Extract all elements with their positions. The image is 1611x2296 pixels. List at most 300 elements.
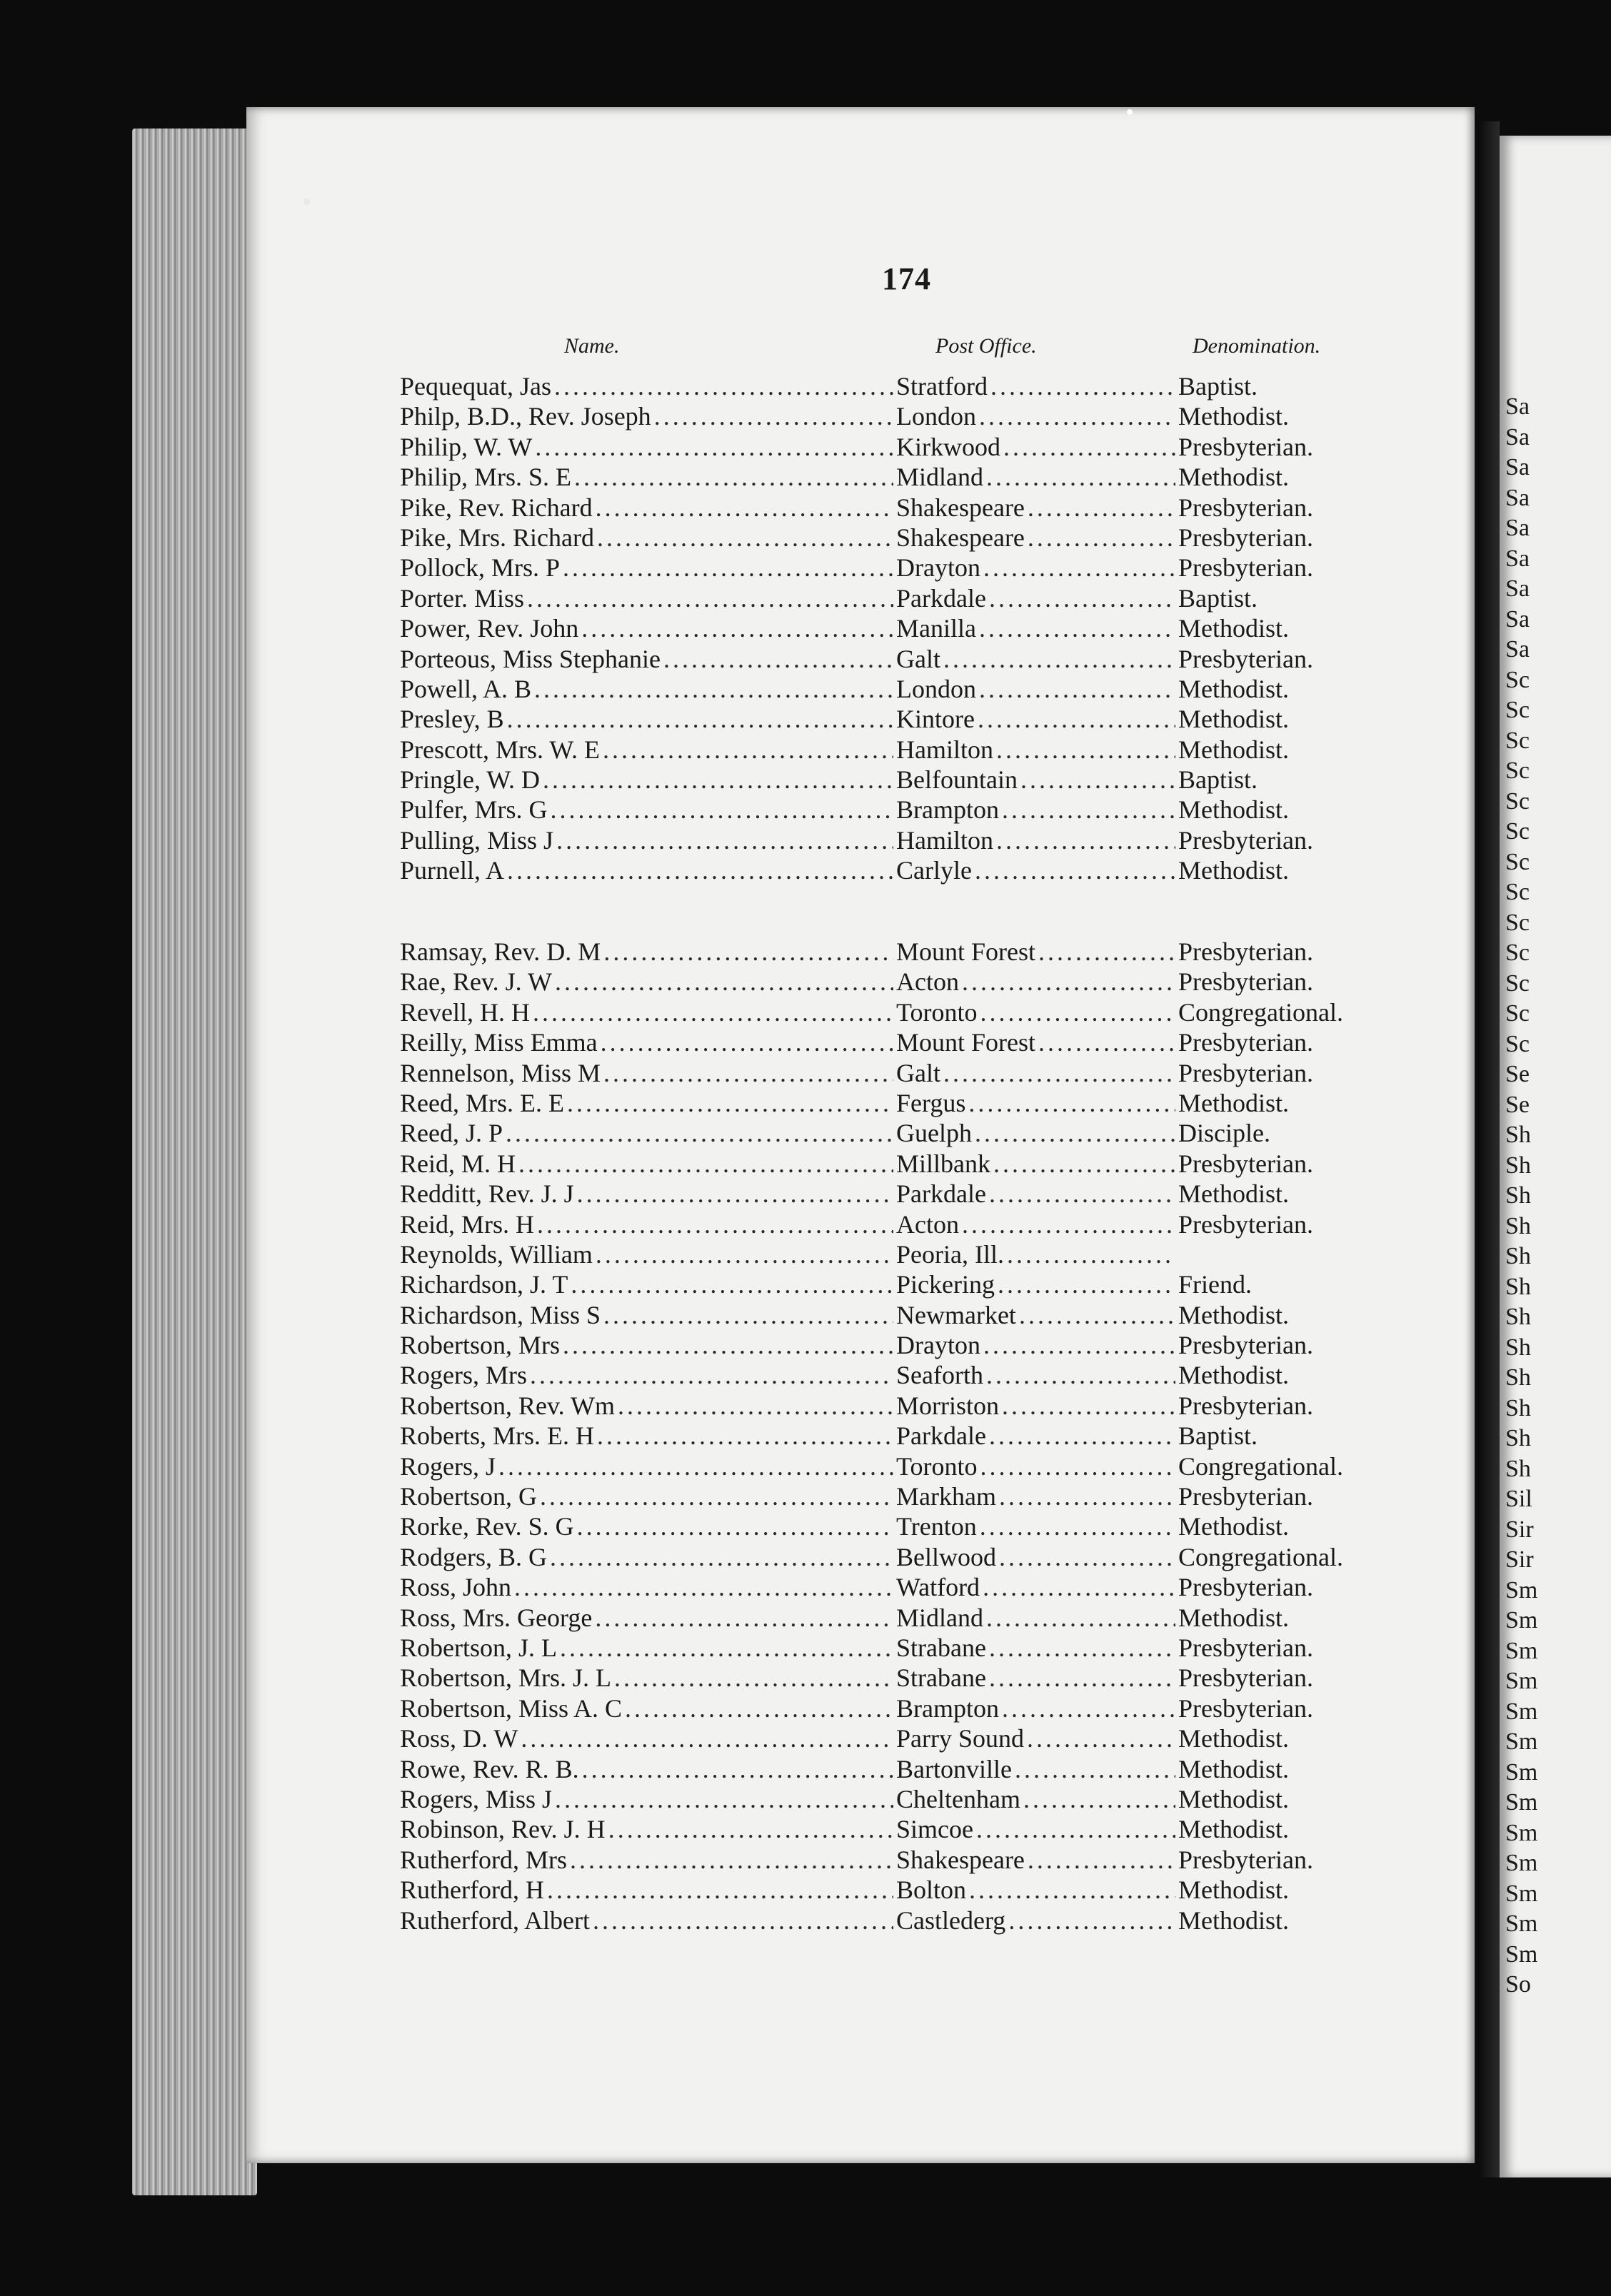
directory-entry (400, 462, 1385, 492)
entry-post-office: Morriston (896, 1391, 999, 1420)
directory-entry (400, 1360, 1385, 1390)
directory-entry (400, 523, 1385, 553)
dot-leader (969, 1875, 1175, 1905)
entry-denomination: Presbyterian. (1178, 1482, 1313, 1511)
directory-entry (400, 1088, 1385, 1118)
entry-post-office: Guelph (896, 1119, 972, 1148)
entry-denomination: Presbyterian. (1178, 1573, 1313, 1602)
entry-post-office: Newmarket (896, 1300, 1016, 1329)
dot-leader (603, 1058, 893, 1088)
dot-leader (1003, 432, 1175, 462)
print-speck (1127, 109, 1133, 115)
dot-leader (998, 1269, 1175, 1299)
post-office-cell (896, 1300, 1178, 1330)
entry-post-office: Parkdale (896, 1179, 986, 1209)
entry-post-office: Midland (896, 463, 983, 492)
entry-denomination: Methodist. (1178, 856, 1290, 885)
dot-leader (571, 1269, 893, 1299)
entry-name: Rogers, Mrs (400, 1361, 527, 1390)
dot-leader (663, 644, 893, 674)
entry-denomination: Presbyterian. (1178, 553, 1313, 583)
post-office-cell (896, 997, 1178, 1027)
entry-denomination: Presbyterian. (1178, 493, 1313, 522)
dot-leader (597, 523, 893, 553)
entry-name: Pequequat, Jas (400, 372, 551, 401)
entry-name: Philp, B.D., Rev. Joseph (400, 402, 651, 431)
entry-post-office: Parkdale (896, 583, 986, 613)
entry-post-office: Shakespeare (896, 523, 1025, 552)
entry-name: Rutherford, H (400, 1875, 544, 1905)
entry-post-office: Galt (896, 1058, 940, 1087)
post-office-cell (896, 1149, 1178, 1179)
entry-denomination: Methodist. (1178, 1905, 1290, 1935)
entry-name: Ross, Mrs. George (400, 1603, 593, 1632)
directory-entry (400, 401, 1385, 431)
entry-post-office: London (896, 674, 976, 703)
dot-leader (577, 1511, 893, 1541)
dot-leader (543, 765, 893, 795)
post-office-cell (896, 432, 1178, 462)
header-denomination: Denomination. (1193, 334, 1321, 358)
dot-leader (533, 997, 893, 1027)
entry-name: Rowe, Rev. R. B. (400, 1754, 579, 1783)
post-office-cell (896, 795, 1178, 825)
facing-page-fragment: Sh (1505, 1304, 1531, 1330)
dot-leader (979, 401, 1175, 431)
print-speck (303, 198, 310, 205)
facing-page-fragment: Sa (1505, 545, 1530, 572)
entry-denomination: Presbyterian. (1178, 1058, 1313, 1087)
facing-page-fragment: Sa (1505, 393, 1530, 420)
directory-entry (400, 1663, 1385, 1693)
directory-entry (400, 825, 1385, 855)
facing-page-fragment: Sa (1505, 636, 1530, 663)
dot-leader (555, 967, 893, 997)
post-office-cell (896, 1542, 1178, 1572)
facing-page-fragment: Sm (1505, 1668, 1538, 1694)
dot-leader (555, 1784, 893, 1814)
post-office-cell (896, 855, 1178, 885)
post-office-cell (896, 523, 1178, 553)
entry-name: Porteous, Miss Stephanie (400, 644, 661, 673)
dot-leader (1038, 937, 1175, 967)
entry-denomination: Presbyterian. (1178, 825, 1313, 855)
dot-leader (563, 1330, 893, 1360)
facing-page-fragment: Sc (1505, 757, 1530, 784)
header-post-office: Post Office. (935, 334, 1037, 358)
entry-name: Rodgers, B. G (400, 1542, 547, 1571)
facing-page-fragment: Sc (1505, 879, 1530, 905)
entry-post-office: Strabane (896, 1663, 986, 1693)
entry-post-office: Toronto (896, 1451, 978, 1481)
entry-name: Reynolds, William (400, 1239, 593, 1269)
dot-leader (1002, 1693, 1175, 1723)
facing-page-fragment: Sm (1505, 1637, 1538, 1664)
dot-leader (567, 1088, 893, 1118)
dot-leader (986, 1360, 1175, 1390)
dot-leader (521, 1723, 893, 1753)
facing-page-fragment: Sh (1505, 1273, 1531, 1300)
post-office-cell (896, 1905, 1178, 1935)
post-office-cell (896, 371, 1178, 401)
dot-leader (551, 795, 893, 825)
dot-leader (554, 371, 893, 401)
entry-name: Philip, Mrs. S. E (400, 463, 572, 492)
book-page-edges (132, 129, 257, 2195)
entry-post-office: Kintore (896, 705, 975, 734)
dot-leader (989, 1179, 1175, 1209)
entry-name: Pike, Mrs. Richard (400, 523, 594, 552)
post-office-cell (896, 735, 1178, 765)
entry-post-office: Acton (896, 967, 959, 997)
page-number: 174 (882, 261, 931, 296)
entry-denomination: Friend. (1178, 1270, 1252, 1299)
dot-leader (986, 1603, 1175, 1633)
facing-page-fragment: Sc (1505, 940, 1530, 966)
dot-leader (983, 1572, 1175, 1602)
facing-page-fragment: Sm (1505, 1940, 1538, 1968)
entry-post-office: Strabane (896, 1633, 986, 1662)
dot-leader (1023, 1784, 1175, 1814)
directory-entry (400, 1058, 1385, 1088)
facing-page-fragment: Sh (1505, 1212, 1531, 1239)
directory-entry (400, 1754, 1385, 1784)
book-gutter (1478, 121, 1500, 2177)
entry-post-office: Peoria, Ill. (896, 1239, 1004, 1269)
post-office-cell (896, 1663, 1178, 1693)
post-office-cell (896, 1391, 1178, 1421)
directory-entry (400, 1875, 1385, 1905)
entry-name: Rennelson, Miss M (400, 1058, 601, 1087)
dot-leader (518, 1149, 893, 1179)
dot-leader (980, 1451, 1175, 1481)
entry-post-office: Pickering (896, 1270, 995, 1299)
dot-leader (574, 462, 893, 492)
entry-denomination: Presbyterian. (1178, 937, 1313, 966)
entry-name: Pike, Rev. Richard (400, 493, 593, 522)
facing-page-fragment: Sh (1505, 1152, 1531, 1179)
post-office-cell (896, 1179, 1178, 1209)
post-office-cell (896, 1451, 1178, 1481)
post-office-cell (896, 704, 1178, 734)
facing-page-fragment: Sir (1505, 1516, 1534, 1543)
directory-entry (400, 613, 1385, 643)
dot-leader (527, 583, 893, 613)
facing-page-fragment: Sm (1505, 1576, 1538, 1603)
dot-leader (534, 674, 893, 704)
dot-leader (989, 1633, 1175, 1663)
facing-page (1500, 136, 1611, 2177)
directory-entry (400, 1451, 1385, 1481)
post-office-cell (896, 1481, 1178, 1511)
entry-name: Reed, J. P (400, 1119, 503, 1148)
post-office-cell (896, 1633, 1178, 1663)
dot-leader (968, 1088, 1175, 1118)
facing-page-fragment: Sc (1505, 970, 1530, 997)
entry-post-office: Millbank (896, 1149, 990, 1178)
entry-denomination: Methodist. (1178, 1784, 1290, 1813)
post-office-cell (896, 1603, 1178, 1633)
post-office-cell (896, 401, 1178, 431)
directory-entry (400, 674, 1385, 704)
post-office-cell (896, 553, 1178, 583)
directory-entry (400, 1027, 1385, 1057)
entry-denomination: Methodist. (1178, 1512, 1290, 1541)
facing-page-fragment: Sc (1505, 1000, 1530, 1027)
post-office-cell (896, 1814, 1178, 1844)
dot-leader (978, 704, 1175, 734)
post-office-cell (896, 1269, 1178, 1299)
post-office-cell (896, 493, 1178, 523)
directory-entry (400, 1814, 1385, 1844)
entry-post-office: Seaforth (896, 1361, 983, 1390)
entry-name: Robertson, Mrs. J. L (400, 1663, 611, 1693)
directory-entry (400, 1633, 1385, 1663)
entry-post-office: Mount Forest (896, 937, 1036, 966)
post-office-cell (896, 1693, 1178, 1723)
entry-name: Presley, B (400, 705, 504, 734)
entry-name: Porter. Miss (400, 583, 525, 613)
dot-leader (1019, 1300, 1175, 1330)
entry-denomination: Methodist. (1178, 614, 1290, 643)
dot-leader (498, 1451, 893, 1481)
entry-name: Pringle, W. D (400, 765, 541, 795)
post-office-cell (896, 583, 1178, 613)
entry-post-office: Watford (896, 1573, 980, 1602)
entry-denomination: Presbyterian. (1178, 1149, 1313, 1178)
directory-entry (400, 735, 1385, 765)
entry-name: Reid, M. H (400, 1149, 516, 1178)
post-office-cell (896, 613, 1178, 643)
directory-entry (400, 1179, 1385, 1209)
entry-name: Rogers, J (400, 1451, 496, 1481)
entry-name: Robertson, Rev. Wm (400, 1391, 615, 1420)
entry-post-office: Manilla (896, 614, 976, 643)
post-office-cell (896, 1239, 1178, 1269)
entry-name: Robertson, Mrs (400, 1331, 560, 1360)
entry-denomination: Methodist. (1178, 1815, 1290, 1844)
post-office-cell (896, 1118, 1178, 1148)
facing-page-fragment: Sc (1505, 697, 1530, 723)
entry-name: Power, Rev. John (400, 614, 579, 643)
directory-entry (400, 1269, 1385, 1299)
dot-leader (1002, 1391, 1175, 1421)
dot-leader (999, 1542, 1175, 1572)
facing-page-fragment: Sh (1505, 1394, 1531, 1421)
dot-leader (989, 1421, 1175, 1451)
entry-post-office: Toronto (896, 997, 978, 1027)
entry-post-office: Markham (896, 1482, 996, 1511)
entry-name: Purnell, A (400, 856, 505, 885)
entry-name: Rorke, Rev. S. G (400, 1512, 574, 1541)
dot-leader (603, 1300, 893, 1330)
dot-leader (989, 583, 1175, 613)
entry-name: Robertson, J. L (400, 1633, 557, 1662)
entry-denomination: Baptist. (1178, 765, 1258, 795)
entry-name: Pulling, Miss J (400, 825, 554, 855)
entry-name: Reed, Mrs. E. E (400, 1088, 564, 1117)
entry-denomination: Baptist. (1178, 1421, 1258, 1451)
entry-denomination: Methodist. (1178, 1724, 1290, 1753)
directory-entry (400, 1391, 1385, 1421)
header-name: Name. (564, 334, 620, 358)
entry-denomination: Presbyterian. (1178, 1028, 1313, 1057)
dot-leader (507, 855, 893, 885)
post-office-cell (896, 1088, 1178, 1118)
entry-post-office: Bolton (896, 1875, 967, 1905)
directory-entry (400, 1209, 1385, 1239)
entry-post-office: Bellwood (896, 1542, 996, 1571)
facing-page-fragment: Sc (1505, 727, 1530, 754)
dot-leader (618, 1391, 893, 1421)
dot-leader (654, 401, 893, 431)
entry-name: Richardson, J. T (400, 1270, 568, 1299)
post-office-cell (896, 1209, 1178, 1239)
entry-post-office: Fergus (896, 1088, 966, 1117)
post-office-cell (896, 674, 1178, 704)
dot-leader (595, 1603, 893, 1633)
entry-denomination: Congregational. (1178, 997, 1343, 1027)
facing-page-fragment: Sc (1505, 848, 1530, 875)
dot-leader (996, 825, 1175, 855)
facing-page-fragment: Se (1505, 1091, 1530, 1118)
dot-leader (601, 1027, 893, 1057)
dot-leader (999, 1481, 1175, 1511)
directory-entry (400, 967, 1385, 997)
entry-denomination: Presbyterian. (1178, 1209, 1313, 1239)
directory-entry (400, 997, 1385, 1027)
entry-denomination: Methodist. (1178, 1603, 1290, 1632)
dot-leader (608, 1814, 893, 1844)
dot-leader (570, 1845, 893, 1875)
facing-page-fragment: Sm (1505, 1850, 1538, 1876)
entry-name: Reid, Mrs. H (400, 1209, 534, 1239)
entry-name: Rogers, Miss J (400, 1784, 553, 1813)
post-office-cell (896, 1421, 1178, 1451)
dot-leader (537, 1209, 893, 1239)
facing-page-fragment: Sir (1505, 1546, 1534, 1573)
dot-leader (603, 937, 893, 967)
directory-entry (400, 583, 1385, 613)
facing-page-fragment: Sc (1505, 1030, 1530, 1057)
directory-entry (400, 1723, 1385, 1753)
entry-denomination: Congregational. (1178, 1542, 1343, 1571)
entry-post-office: Galt (896, 644, 940, 673)
entry-denomination: Presbyterian. (1178, 1845, 1313, 1874)
facing-page-fragment: Sc (1505, 909, 1530, 936)
facing-page-fragment: Sa (1505, 605, 1530, 633)
dot-leader (983, 553, 1175, 583)
entry-denomination: Presbyterian. (1178, 644, 1313, 673)
entry-denomination: Presbyterian. (1178, 1693, 1313, 1723)
entry-post-office: Trenton (896, 1512, 977, 1541)
entry-post-office: Brampton (896, 795, 999, 825)
dot-leader (1020, 765, 1175, 795)
facing-page-fragment: Sm (1505, 1758, 1538, 1786)
entry-name: Prescott, Mrs. W. E (400, 735, 601, 764)
dot-leader (980, 997, 1175, 1027)
directory-entry (400, 1481, 1385, 1511)
directory-entry (400, 1603, 1385, 1633)
entry-denomination: Presbyterian. (1178, 967, 1313, 997)
entry-name: Ross, John (400, 1573, 512, 1602)
directory-entry (400, 1572, 1385, 1602)
entry-post-office: Kirkwood (896, 432, 1000, 461)
entry-denomination: Presbyterian. (1178, 432, 1313, 461)
dot-leader (596, 493, 893, 523)
dot-leader (582, 1754, 893, 1784)
directory-entry (400, 1693, 1385, 1723)
dot-leader (943, 1058, 1175, 1088)
facing-page-fragment: Sm (1505, 1789, 1538, 1816)
post-office-cell (896, 1330, 1178, 1360)
facing-page-fragment: Sh (1505, 1425, 1531, 1451)
facing-page-fragment: Sa (1505, 454, 1530, 480)
directory-entry (400, 1149, 1385, 1179)
dot-leader (614, 1663, 893, 1693)
entry-post-office: Belfountain (896, 765, 1018, 795)
facing-page-fragment: Sm (1505, 1910, 1538, 1937)
entry-denomination: Baptist. (1178, 372, 1258, 401)
facing-page-fragment: Sh (1505, 1364, 1531, 1391)
entry-name: Revell, H. H (400, 997, 530, 1027)
facing-page-fragment: Sm (1505, 1880, 1538, 1907)
facing-page-fragment: Sh (1505, 1182, 1531, 1209)
entry-name: Ramsay, Rev. D. M (400, 937, 601, 966)
post-office-cell (896, 462, 1178, 492)
post-office-cell (896, 1572, 1178, 1602)
post-office-cell (896, 1845, 1178, 1875)
entry-post-office: Brampton (896, 1693, 999, 1723)
dot-leader (975, 1118, 1175, 1148)
dot-leader (540, 1481, 893, 1511)
entry-denomination: Methodist. (1178, 1300, 1290, 1329)
post-office-cell (896, 967, 1178, 997)
dot-leader (507, 704, 893, 734)
entry-name: Robertson, G (400, 1482, 537, 1511)
dot-leader (1015, 1754, 1175, 1784)
facing-page-fragment: Sm (1505, 1728, 1538, 1755)
dot-leader (577, 1179, 893, 1209)
entry-denomination: Methodist. (1178, 463, 1290, 492)
dot-leader (975, 855, 1175, 885)
post-office-cell (896, 937, 1178, 967)
entry-denomination: Presbyterian. (1178, 1663, 1313, 1693)
facing-page-fragment: Sm (1505, 1698, 1538, 1725)
dot-leader (550, 1542, 893, 1572)
dot-leader (962, 1209, 1175, 1239)
entry-name: Richardson, Miss S (400, 1300, 601, 1329)
facing-page-fragment: So (1505, 1971, 1531, 1998)
entry-post-office: Midland (896, 1603, 983, 1632)
directory-entry (400, 1845, 1385, 1875)
post-office-cell (896, 1754, 1178, 1784)
directory-entry (400, 704, 1385, 734)
entry-post-office: Parry Sound (896, 1724, 1024, 1753)
dot-leader (1027, 1723, 1175, 1753)
post-office-cell (896, 825, 1178, 855)
entry-post-office: Cheltenham (896, 1784, 1020, 1813)
dot-leader (506, 1118, 893, 1148)
dot-leader (1002, 795, 1175, 825)
directory-entry (400, 855, 1385, 885)
facing-page-fragment: Sm (1505, 1607, 1538, 1633)
dot-leader (547, 1875, 893, 1905)
directory-entry (400, 1330, 1385, 1360)
facing-page-fragment: Sh (1505, 1243, 1531, 1269)
entry-name: Ross, D. W (400, 1724, 518, 1753)
entry-name: Pulfer, Mrs. G (400, 795, 548, 825)
